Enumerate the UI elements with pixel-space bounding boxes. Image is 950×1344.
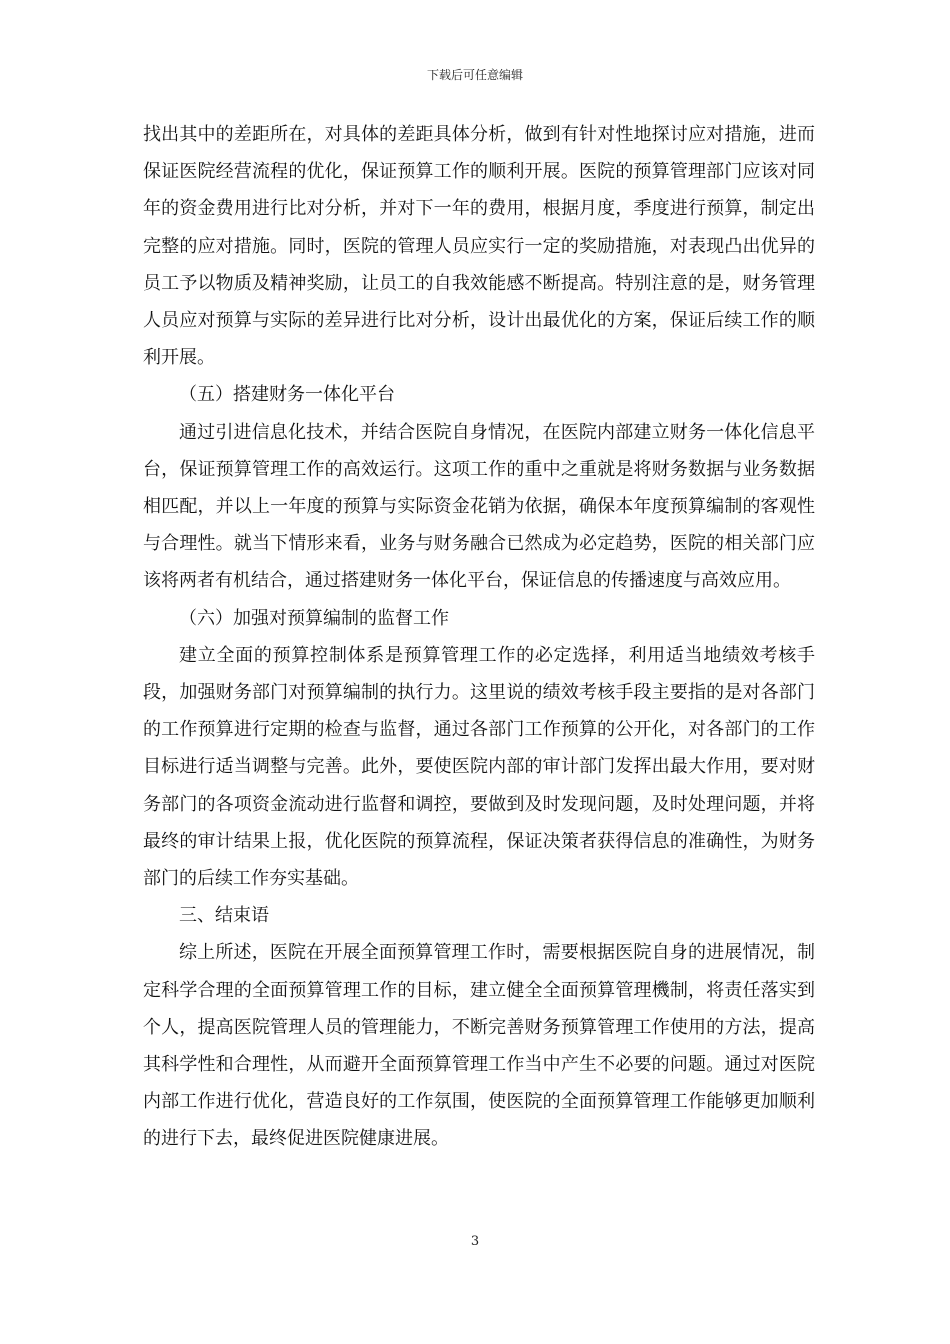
paragraph-financial-platform: 通过引进信息化技术，并结合医院自身情况，在医院内部建立财务一体化信息平台，保证预算管理工作的高效运行。这项工作的重中之重就是将财务数据与业务数据相匹配，并以上一年度的预算与实际资金花销为依据，确保本年度预算编制的客观性与合理性。就当下情形来看，业务与财务融合已然成为必定趋势，医院的相关部门应该将两者有机结合，通过搭建财务一体化平台，保证信息的传播速度与高效应用。 [143,421,815,592]
section-heading-5: （五）搭建财务一体化平台 [179,384,395,406]
paragraph-continued: 找出其中的差距所在，对具体的差距具体分析，做到有针对性地探讨应对措施，进而保证医院经营流程的优化，保证预算工作的顺利开展。医院的预算管理部门应该对同年的资金费用进行比对分析，并对下一年的费用，根据月度，季度进行预算，制定出完整的应对措施。同时，医院的管理人员应实行一定的奖励措施，对表现凸出优异的员工予以物质及精神奖励，让员工的自我效能感不断提高。特别注意的是，财务管理人员应对预算与实际的差异进行比对分析，设计出最优化的方案，保证后续工作的顺利开展。 [143,124,815,369]
document-body [143,116,815,1158]
page-number: 3 [470,1234,480,1249]
section-heading-conclusion: 三、结束语 [179,905,269,927]
section-heading-6: （六）加强对预算编制的监督工作 [179,607,449,629]
paragraph-conclusion: 综上所述，医院在开展全面预算管理工作时，需要根据医院自身的进展情况，制定科学合理的全面预算管理工作的目标，建立健全全面预算管理機制，将责任落实到个人，提高医院管理人员的管理能力，不断完善财务预算管理工作使用的方法，提高其科学性和合理性，从而避开全面预算管理工作当中产生不必要的问题。通过对医院内部工作进行优化，营造良好的工作氛围，使医院的全面预算管理工作能够更加顺利的进行下去，最终促进医院健康进展。 [143,942,815,1150]
paragraph-budget-supervision: 建立全面的预算控制体系是预算管理工作的必定选择，利用适当地绩效考核手段，加强财务部门对预算编制的执行力。这里说的绩效考核手段主要指的是对各部门的工作预算进行定期的检查与监督，通过各部门工作预算的公开化，对各部门的工作目标进行适当调整与完善。此外，要使医院内部的审计部门发挥出最大作用，要对财务部门的各项资金流动进行监督和调控，要做到及时发现问题，及时处理问题，并将最终的审计结果上报，优化医院的预算流程，保证决策者获得信息的准确性，为财务部门的后续工作夯实基础。 [143,644,815,890]
page-header: 下载后可任意编辑 [426,68,523,82]
